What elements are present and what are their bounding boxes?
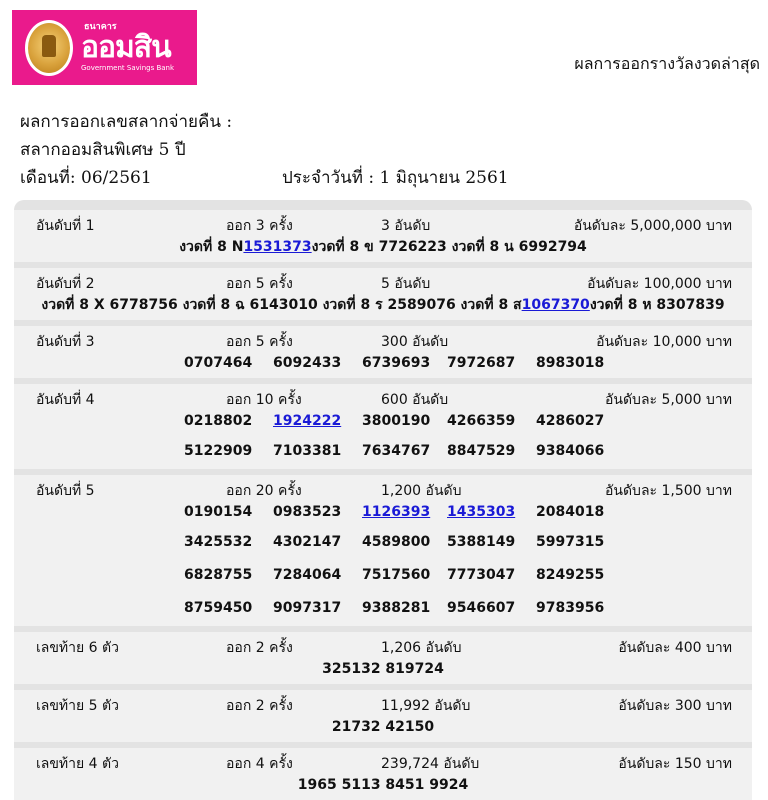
winning-number: 6828755: [184, 566, 253, 583]
winning-number: 5997315: [536, 533, 605, 550]
winning-number-link[interactable]: 1435303: [447, 504, 516, 520]
tier-prize: อันดับละ 1,500 บาท: [604, 483, 732, 499]
number-row: [184, 350, 752, 376]
tier-draws: ออก 4 ครั้ง: [226, 756, 293, 772]
tier-count: 1,206 อันดับ: [381, 640, 462, 656]
line-text: งวดที่ 8 ห 8307839: [589, 297, 725, 313]
emblem-icon: [25, 20, 73, 76]
winning-number: 4286027: [536, 413, 605, 429]
gsb-logo[interactable]: [12, 10, 197, 85]
tier-draws: ออก 10 ครั้ง: [226, 392, 302, 408]
winning-number: 8759450: [184, 599, 253, 616]
tier-last-5: [14, 690, 752, 742]
winning-number: 9546607: [447, 599, 516, 616]
tier-rank: อันดับที่ 2: [36, 276, 95, 292]
winning-number: 7517560: [362, 566, 431, 583]
logo-big-text: ออมสิน: [81, 30, 171, 65]
tier-last-4: [14, 748, 752, 800]
tier-rank: เลขท้าย 5 ตัว: [36, 698, 119, 714]
tier-5: [14, 475, 752, 626]
line-text: งวดที่ 8 X 6778756 งวดที่ 8 ฉ 6143010 งวดที่ 8 ร 2589076 งวดที่ 8 ส: [41, 297, 522, 313]
logo-small-text: ธนาคาร: [84, 22, 117, 32]
tier-draws: ออก 2 ครั้ง: [226, 640, 293, 656]
winning-number-link[interactable]: 1067370: [521, 297, 590, 313]
winning-number: 9388281: [362, 599, 431, 616]
winning-number: 7972687: [447, 355, 516, 371]
winning-number: 0218802: [184, 413, 253, 429]
tier-count: 1,200 อันดับ: [381, 483, 462, 499]
winning-number: 0983523: [273, 504, 342, 520]
winning-number-link[interactable]: 1924222: [273, 413, 342, 429]
latest-results-link[interactable]: ผลการออกรางวัลงวดล่าสุด: [574, 54, 760, 73]
winning-number: 6739693: [362, 355, 431, 371]
winning-number: 4589800: [362, 533, 431, 550]
tier-prize: อันดับละ 150 บาท: [618, 756, 732, 772]
tier-draws: ออก 2 ครั้ง: [226, 698, 293, 714]
number-row: [184, 499, 752, 525]
tier-count: 300 อันดับ: [381, 334, 449, 350]
number-row: [184, 408, 752, 434]
tier-rank: อันดับที่ 5: [36, 483, 95, 499]
draw-date: ประจำวันที่ : 1 มิถุนายน 2561: [282, 168, 509, 188]
tier-draws: ออก 20 ครั้ง: [226, 483, 302, 499]
winning-number: 0190154: [184, 504, 253, 520]
winning-number: 9384066: [536, 442, 605, 459]
winning-number: 4266359: [447, 413, 516, 429]
winning-line: [14, 292, 752, 318]
tier-draws: ออก 5 ครั้ง: [226, 276, 293, 292]
result-heading: [20, 108, 509, 192]
number-row: [184, 591, 752, 624]
winning-number: 3425532: [184, 533, 253, 550]
tier-prize: อันดับละ 5,000,000 บาท: [573, 218, 732, 234]
results-panel: [14, 200, 752, 793]
winning-number: 5388149: [447, 533, 516, 550]
tier-2: [14, 268, 752, 320]
tier-count: 600 อันดับ: [381, 392, 449, 408]
tier-count: 3 อันดับ: [381, 218, 431, 234]
tier-prize: อันดับละ 300 บาท: [618, 698, 732, 714]
winning-number: 0707464: [184, 355, 253, 371]
tier-count: 5 อันดับ: [381, 276, 431, 292]
winning-number: 8249255: [536, 566, 605, 583]
tier-count: 11,992 อันดับ: [381, 698, 471, 714]
tier-prize: อันดับละ 10,000 บาท: [596, 334, 732, 350]
tier-draws: ออก 5 ครั้ง: [226, 334, 293, 350]
winning-number: 9783956: [536, 599, 605, 616]
tier-rank: เลขท้าย 6 ตัว: [36, 640, 119, 656]
tier-last-6: [14, 632, 752, 684]
tier-rank: อันดับที่ 3: [36, 334, 95, 350]
winning-number-link[interactable]: 1531373: [243, 239, 312, 255]
heading-line-1: ผลการออกเลขสลากจ่ายคืน :: [20, 112, 233, 132]
winning-number: 4302147: [273, 533, 342, 550]
winning-number: 7634767: [362, 442, 431, 459]
number-row: [184, 434, 752, 467]
month-label: เดือนที่: 06/2561: [20, 168, 152, 188]
winning-number: 7284064: [273, 566, 342, 583]
tier-4: [14, 384, 752, 469]
tier-1: [14, 210, 752, 262]
winning-number: 8847529: [447, 442, 516, 459]
tier-count: 239,724 อันดับ: [381, 756, 480, 772]
winning-number: 5122909: [184, 442, 253, 459]
logo-english-text: Government Savings Bank: [81, 64, 175, 72]
heading-line-2: สลากออมสินพิเศษ 5 ปี: [20, 140, 186, 160]
tier-rank: อันดับที่ 4: [36, 392, 95, 408]
logo-text: [81, 23, 174, 72]
winning-number: 8983018: [536, 355, 605, 371]
winning-number: 3800190: [362, 413, 431, 429]
winning-number: 6092433: [273, 355, 342, 371]
winning-number: 7103381: [273, 442, 342, 459]
number-row: [184, 525, 752, 558]
tier-prize: อันดับละ 5,000 บาท: [604, 392, 732, 408]
line-text: งวดที่ 8 N: [179, 239, 244, 255]
tier-prize: อันดับละ 100,000 บาท: [587, 276, 732, 292]
tier-draws: ออก 3 ครั้ง: [226, 218, 293, 234]
winning-line: 1965 5113 8451 9924: [297, 777, 469, 793]
winning-line: 21732 42150: [331, 719, 435, 735]
winning-number-link[interactable]: 1126393: [362, 504, 431, 520]
tier-3: [14, 326, 752, 378]
winning-number: 9097317: [273, 599, 342, 616]
winning-line: 325132 819724: [322, 661, 444, 677]
tier-rank: เลขท้าย 4 ตัว: [36, 756, 119, 772]
winning-number: 2084018: [536, 504, 605, 520]
winning-line: [14, 234, 752, 260]
line-text: งวดที่ 8 ข 7726223 งวดที่ 8 น 6992794: [311, 239, 587, 255]
tier-prize: อันดับละ 400 บาท: [618, 640, 732, 656]
tier-rank: อันดับที่ 1: [36, 218, 95, 234]
number-row: [184, 558, 752, 591]
winning-number: 7773047: [447, 566, 516, 583]
